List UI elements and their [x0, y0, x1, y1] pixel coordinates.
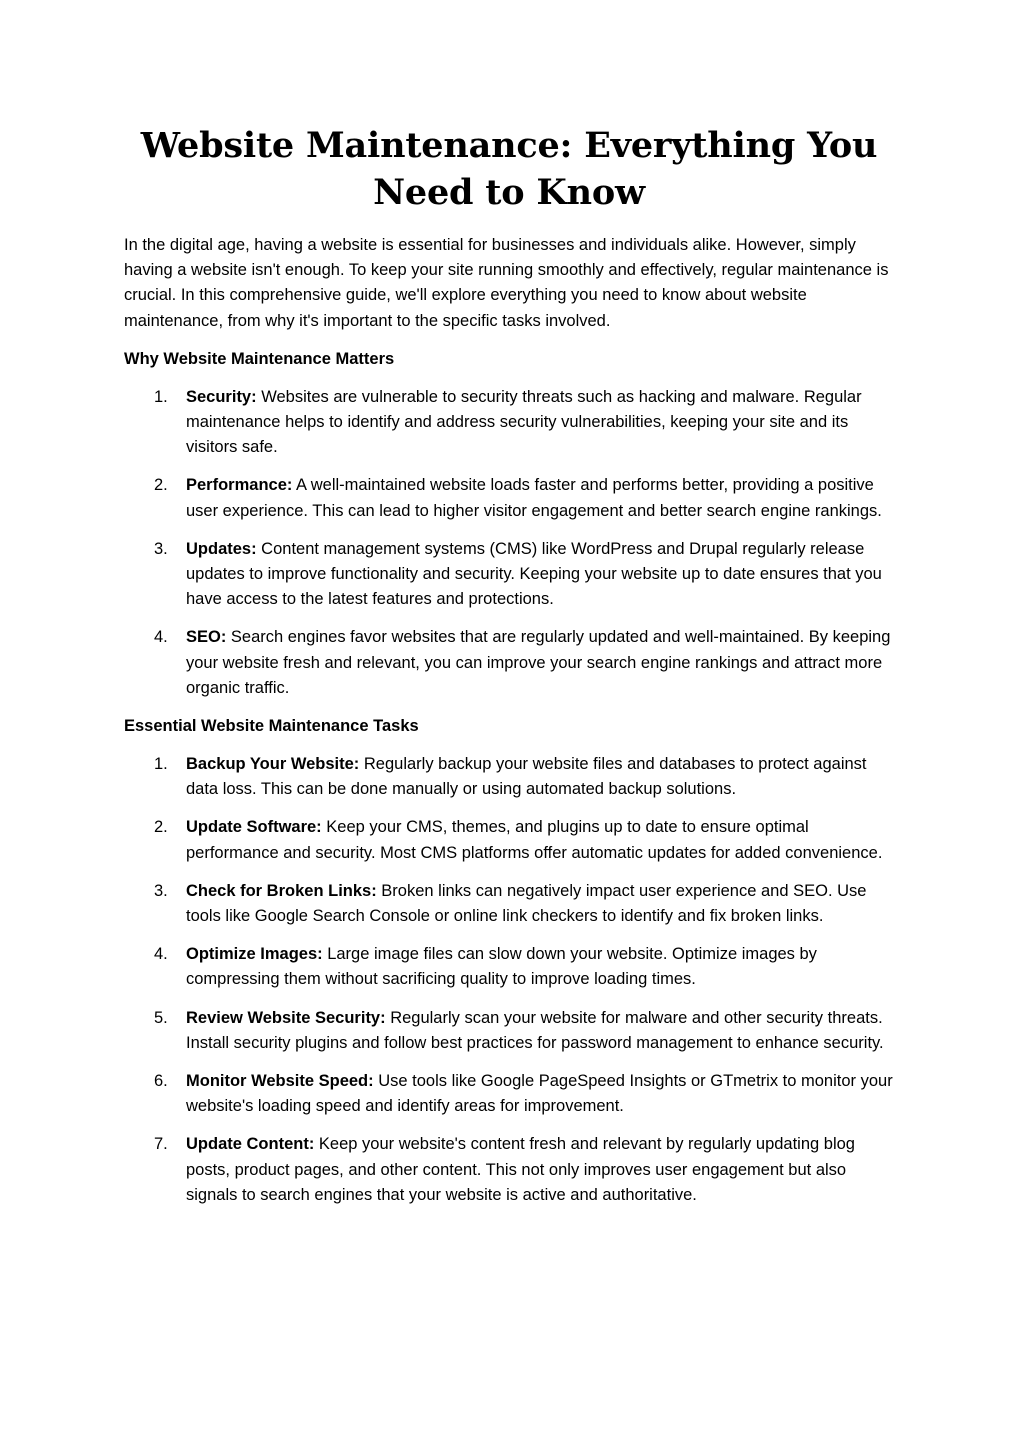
list-item-text: Regularly backup your website files and databases to protect against data loss. This can be done manually or using automated backup solutions.	[186, 755, 867, 799]
reasons-list	[124, 385, 894, 701]
section-heading: Why Website Maintenance Matters	[124, 349, 395, 368]
list-number: 7.	[154, 1135, 168, 1154]
list-item-text: Websites are vulnerable to security threats such as hacking and malware. Regular maintenance helps to identify and address security vulnerabilities, keeping your site and its visitors safe.	[186, 387, 862, 457]
list-item-text: Use tools like Google PageSpeed Insights or GTmetrix to monitor your website's loading speed and identify areas for improvement.	[186, 1072, 893, 1116]
list-item-term: Check for Broken Links:	[186, 881, 377, 900]
section-maintenance-tasks	[124, 714, 894, 1208]
list-item-term: Backup Your Website:	[186, 755, 360, 774]
list-item-text: Regularly scan your website for malware and other security threats. Install security plugins and follow best practices for password management to enhance security.	[186, 1008, 884, 1052]
list-item	[124, 815, 894, 865]
list-number: 2.	[154, 818, 168, 837]
list-item-text: Search engines favor websites that are regularly updated and well-maintained. By keeping your website fresh and relevant, you can improve your search engine rankings and attract more organic traffic.	[186, 628, 891, 697]
list-item-term: Review Website Security:	[186, 1008, 386, 1027]
list-number: 5.	[154, 1008, 168, 1027]
section-heading: Essential Website Maintenance Tasks	[124, 717, 419, 736]
list-item-term: Monitor Website Speed:	[186, 1072, 374, 1091]
list-item-text: Keep your website's content fresh and relevant by regularly updating blog posts, product pages, and other content. This not only improves user engagement but also signals to search engines that your website is active and authoritative.	[186, 1135, 855, 1204]
list-item	[124, 1069, 894, 1119]
list-item	[124, 879, 894, 929]
list-item-term: Security:	[186, 387, 257, 406]
list-item	[124, 752, 894, 802]
list-item-text: Broken links can negatively impact user experience and SEO. Use tools like Google Search Console or online link checkers to identify and fix broken links.	[186, 881, 867, 926]
list-number: 6.	[154, 1072, 168, 1091]
tasks-list	[124, 752, 894, 1208]
list-item	[124, 385, 894, 461]
list-item-text: Content management systems (CMS) like WordPress and Drupal regularly release updates to improve functionality and security. Keeping your website up to date ensures that you have access to the latest features and protections.	[186, 539, 882, 609]
list-number: 2.	[154, 476, 168, 495]
list-item-term: Performance:	[186, 476, 293, 495]
list-number: 1.	[154, 387, 168, 406]
list-item	[124, 1006, 894, 1056]
list-number: 3.	[154, 881, 168, 900]
list-item-term: Updates:	[186, 539, 257, 558]
list-item-term: Optimize Images:	[186, 945, 323, 964]
list-item-text: A well-maintained website loads faster and performs better, providing a positive user experience. This can lead to higher visitor engagement and better search engine rankings.	[186, 476, 882, 520]
list-number: 4.	[154, 945, 168, 964]
list-item	[124, 625, 894, 701]
section-why-maintenance	[124, 347, 894, 701]
list-number: 1.	[154, 755, 168, 774]
list-item-text: Large image files can slow down your website. Optimize images by compressing them without sacrificing quality to improve loading times.	[186, 945, 817, 989]
list-item	[124, 942, 894, 992]
document-page	[124, 122, 894, 1221]
list-item-text: Keep your CMS, themes, and plugins up to date to ensure optimal performance and security. Most CMS platforms offer automatic updates for added convenience.	[186, 818, 883, 862]
list-item-term: Update Software:	[186, 818, 322, 837]
list-item-term: Update Content:	[186, 1135, 315, 1154]
intro-paragraph: In the digital age, having a website is essential for businesses and individuals alike. However, simply having a website isn't enough. To keep your site running smoothly and effectively, regular maintenance is crucial. In this comprehensive guide, we'll explore everything you need to know about website maintenance, from why it's important to the specific tasks involved.	[124, 236, 889, 330]
list-number: 3.	[154, 539, 168, 558]
list-item	[124, 1132, 894, 1208]
list-number: 4.	[154, 628, 168, 647]
list-item-term: SEO:	[186, 628, 227, 647]
list-item	[124, 537, 894, 613]
page-title: Website Maintenance: Everything You Need to Know	[140, 125, 878, 213]
list-item	[124, 473, 894, 523]
